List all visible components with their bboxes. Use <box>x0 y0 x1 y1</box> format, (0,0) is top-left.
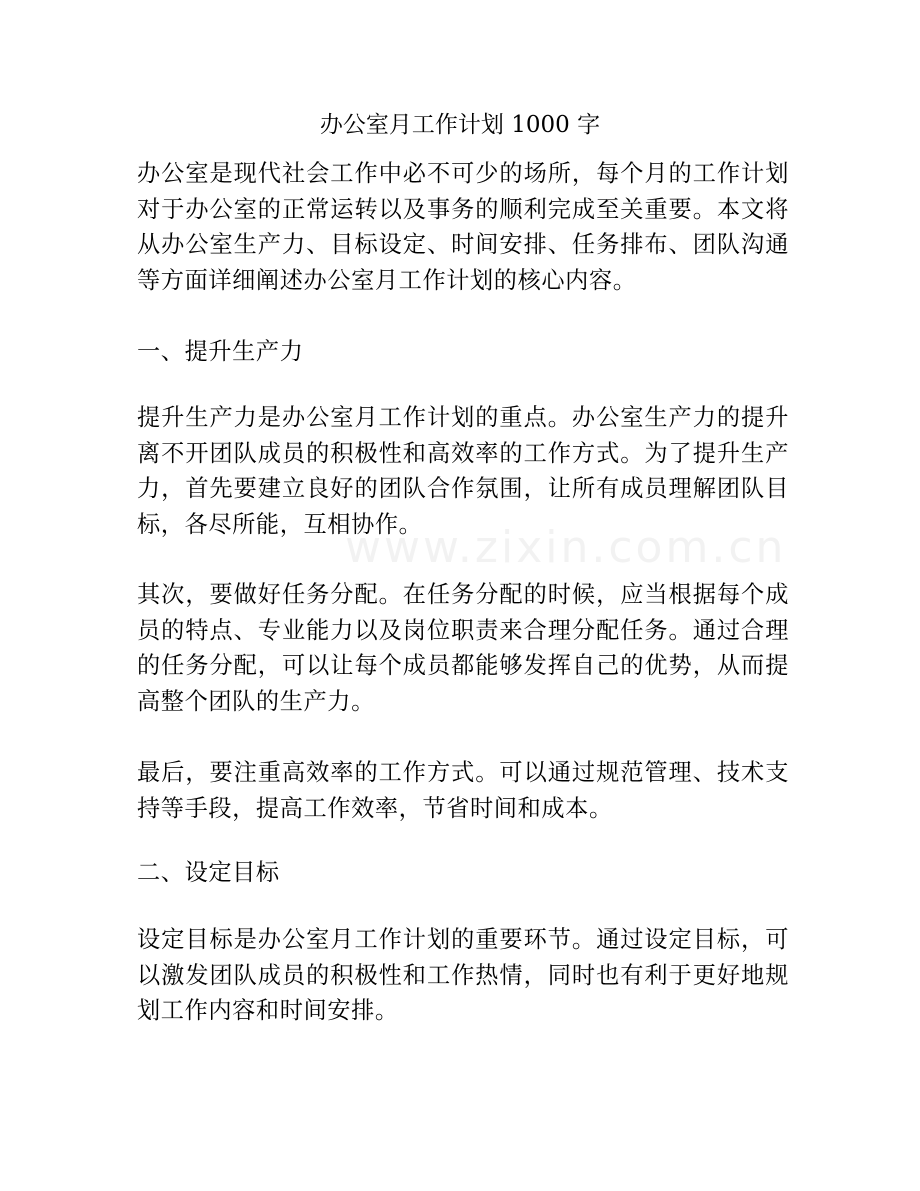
section-heading-goals: 二、设定目标 <box>137 859 280 886</box>
paragraph: 最后，要注重高效率的工作方式。可以通过规范管理、技术支持等手段，提高工作效率，节省时间和成本。 <box>137 759 789 822</box>
watermark: www.zixin.com.cn <box>345 522 787 573</box>
section-heading-productivity: 一、提升生产力 <box>137 338 304 365</box>
paragraph: 提升生产力是办公室月工作计划的重点。办公室生产力的提升离不开团队成员的积极性和高效率的工作方式。为了提升生产力，首先要建立良好的团队合作氛围，让所有成员理解团队目标，各尽所能，互相协作。 <box>137 404 789 538</box>
intro-paragraph: 办公室是现代社会工作中必不可少的场所，每个月的工作计划对于办公室的正常运转以及事务的顺利完成至关重要。本文将从办公室生产力、目标设定、时间安排、任务排布、团队沟通等方面详细阐述办公室月工作计划的核心内容。 <box>137 160 789 294</box>
paragraph: 其次，要做好任务分配。在任务分配的时候，应当根据每个成员的特点、专业能力以及岗位职责来合理分配任务。通过合理的任务分配，可以让每个成员都能够发挥自己的优势，从而提高整个团队的生产力。 <box>137 581 789 715</box>
paragraph: 设定目标是办公室月工作计划的重要环节。通过设定目标，可以激发团队成员的积极性和工作热情，同时也有利于更好地规划工作内容和时间安排。 <box>137 926 789 1024</box>
document-title: 办公室月工作计划 1000 字 <box>319 112 601 138</box>
